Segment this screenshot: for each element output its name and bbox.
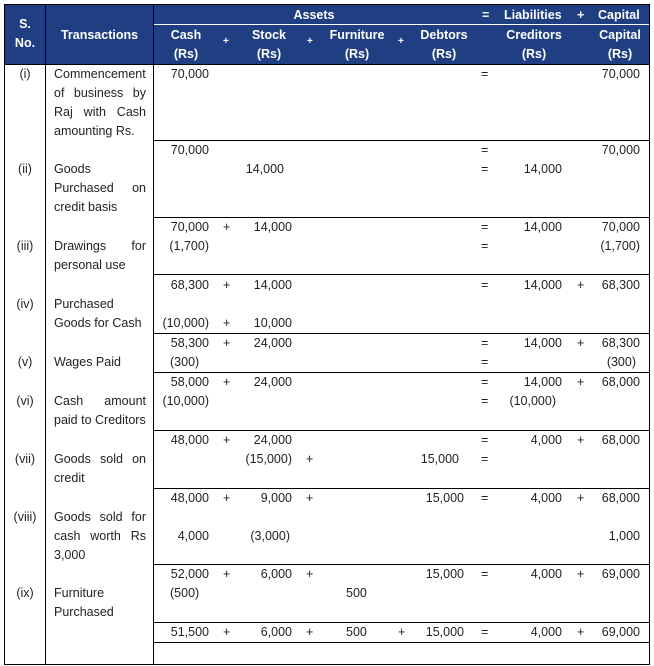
row-sep bbox=[153, 642, 649, 643]
cash-value: 70,000 bbox=[170, 220, 209, 234]
total-furniture: 500 bbox=[346, 625, 367, 639]
equals-sign: = bbox=[481, 567, 489, 581]
header-creditors: Creditors (Rs) bbox=[506, 28, 562, 61]
sno-1: (i) bbox=[19, 67, 31, 81]
stock-value: 14,000 bbox=[245, 162, 284, 176]
plus-sign: + bbox=[577, 375, 585, 389]
capital-value: (300) bbox=[606, 355, 636, 369]
cash-value: 52,000 bbox=[170, 567, 209, 581]
sno-5: (v) bbox=[17, 355, 33, 369]
header-plus: + bbox=[577, 8, 585, 22]
creditors-value: 4,000 bbox=[530, 567, 562, 581]
equals-sign: = bbox=[481, 433, 489, 447]
cash-value: (10,000) bbox=[162, 316, 209, 330]
desc-7: Goods sold on credit bbox=[54, 452, 146, 485]
header-assets: Assets bbox=[293, 8, 335, 22]
creditors-value: 14,000 bbox=[523, 220, 562, 234]
creditors-value: 14,000 bbox=[523, 162, 562, 176]
equals-sign: = bbox=[481, 162, 489, 176]
sno-6: (vi) bbox=[16, 394, 34, 408]
header-stock: Stock (Rs) bbox=[251, 28, 287, 61]
cash-value: (300) bbox=[170, 355, 200, 369]
total-debtors: 15,000 bbox=[425, 625, 464, 639]
capital-value: 68,000 bbox=[601, 491, 640, 505]
capital-value: 68,300 bbox=[601, 336, 640, 350]
capital-value: 70,000 bbox=[601, 67, 640, 81]
capital-value: 70,000 bbox=[601, 143, 640, 157]
cash-value: (1,700) bbox=[169, 239, 209, 253]
header-cash: Cash (Rs) bbox=[170, 28, 202, 61]
debtors-value: 15,000 bbox=[425, 567, 464, 581]
sno-4: (iv) bbox=[16, 297, 34, 311]
sno-2: (ii) bbox=[18, 162, 32, 176]
header-debtors: Debtors (Rs) bbox=[420, 28, 468, 61]
sno-9: (ix) bbox=[16, 586, 34, 600]
desc-6: Cash amount paid to Creditors bbox=[54, 394, 146, 427]
plus-sign: + bbox=[223, 278, 231, 292]
desc-1: Commencement of business by Raj with Cash amounting Rs. bbox=[54, 67, 146, 138]
stock-value: 6,000 bbox=[260, 567, 292, 581]
plus-sign: + bbox=[577, 278, 585, 292]
row-sep bbox=[153, 140, 649, 141]
desc-5: Wages Paid bbox=[54, 355, 121, 369]
header-capital: Capital bbox=[598, 8, 640, 22]
equals-sign: = bbox=[481, 239, 489, 253]
header-liabilities: Liabilities bbox=[504, 8, 562, 22]
plus-sign: + bbox=[223, 491, 231, 505]
cash-value: 4,000 bbox=[177, 529, 209, 543]
capital-value: (1,700) bbox=[600, 239, 640, 253]
plus-sign: + bbox=[306, 567, 314, 581]
header-sno: S. No. bbox=[14, 17, 36, 50]
header-divider bbox=[154, 24, 649, 25]
creditors-value: 14,000 bbox=[523, 375, 562, 389]
plus-sign: + bbox=[223, 220, 231, 234]
equals-sign: = bbox=[481, 625, 489, 639]
plus-sign: + bbox=[223, 316, 231, 330]
equals-sign: = bbox=[481, 143, 489, 157]
border-top bbox=[4, 4, 650, 5]
capital-value: 69,000 bbox=[601, 567, 640, 581]
total-stock: 6,000 bbox=[260, 625, 292, 639]
equals-sign: = bbox=[481, 67, 489, 81]
equals-sign: = bbox=[481, 278, 489, 292]
equals-sign: = bbox=[481, 336, 489, 350]
desc-3: Drawings for personal use bbox=[54, 239, 146, 272]
capital-value: 68,000 bbox=[601, 433, 640, 447]
border-col1 bbox=[45, 4, 46, 665]
creditors-value: 4,000 bbox=[530, 433, 562, 447]
cash-value: (500) bbox=[170, 586, 200, 600]
capital-value: 68,000 bbox=[601, 375, 640, 389]
sno-3: (iii) bbox=[16, 239, 34, 253]
desc-4: Purchased Goods for Cash bbox=[54, 297, 142, 330]
plus-sign: + bbox=[223, 625, 231, 639]
capital-value: 70,000 bbox=[601, 220, 640, 234]
total-cash: 51,500 bbox=[170, 625, 209, 639]
plus-sign: + bbox=[577, 567, 585, 581]
row-sep bbox=[153, 274, 649, 275]
border-left bbox=[4, 4, 5, 665]
stock-value: (15,000) bbox=[245, 452, 292, 466]
header-transactions: Transactions bbox=[60, 28, 139, 42]
equals-sign: = bbox=[481, 394, 489, 408]
cash-value: 58,000 bbox=[170, 375, 209, 389]
stock-value: 9,000 bbox=[260, 491, 292, 505]
plus-sign: + bbox=[577, 433, 585, 447]
stock-value: 24,000 bbox=[253, 375, 292, 389]
header-plus-1: + bbox=[223, 36, 229, 47]
header-furniture: Furniture (Rs) bbox=[329, 28, 385, 61]
plus-sign: + bbox=[306, 452, 314, 466]
stock-value: 24,000 bbox=[253, 433, 292, 447]
cash-value: 70,000 bbox=[170, 143, 209, 157]
equals-sign: = bbox=[481, 375, 489, 389]
equals-sign: = bbox=[481, 220, 489, 234]
plus-sign: + bbox=[398, 625, 406, 639]
desc-2: Goods Purchased on credit basis bbox=[54, 162, 146, 214]
equals-sign: = bbox=[481, 491, 489, 505]
header-eq: = bbox=[482, 8, 490, 22]
desc-9: Furniture Purchased bbox=[54, 586, 114, 619]
stock-value: (3,000) bbox=[250, 529, 290, 543]
border-bottom bbox=[4, 664, 650, 665]
plus-sign: + bbox=[306, 491, 314, 505]
plus-sign: + bbox=[223, 433, 231, 447]
plus-sign: + bbox=[223, 375, 231, 389]
plus-sign: + bbox=[577, 336, 585, 350]
creditors-value: (10,000) bbox=[509, 394, 556, 408]
creditors-value: 14,000 bbox=[523, 336, 562, 350]
border-right bbox=[649, 4, 650, 665]
cash-value: 70,000 bbox=[170, 67, 209, 81]
desc-8: Goods sold for cash worth Rs 3,000 bbox=[54, 510, 146, 562]
plus-sign: + bbox=[577, 625, 585, 639]
cash-value: 68,300 bbox=[170, 278, 209, 292]
total-capital: 69,000 bbox=[601, 625, 640, 639]
plus-sign: + bbox=[223, 336, 231, 350]
stock-value: 10,000 bbox=[253, 316, 292, 330]
header-capital-col: Capital (Rs) bbox=[599, 28, 641, 61]
cash-value: 58,300 bbox=[170, 336, 209, 350]
header-plus-2: + bbox=[307, 36, 313, 47]
equals-sign: = bbox=[481, 452, 489, 466]
creditors-value: 4,000 bbox=[530, 491, 562, 505]
header-plus-3: + bbox=[398, 36, 404, 47]
cash-value: 48,000 bbox=[170, 433, 209, 447]
sno-8: (viii) bbox=[13, 510, 37, 524]
plus-sign: + bbox=[223, 567, 231, 581]
sno-7: (vii) bbox=[14, 452, 36, 466]
equals-sign: = bbox=[481, 355, 489, 369]
capital-value: 1,000 bbox=[608, 529, 640, 543]
stock-value: 14,000 bbox=[253, 220, 292, 234]
cash-value: (10,000) bbox=[162, 394, 209, 408]
stock-value: 24,000 bbox=[253, 336, 292, 350]
plus-sign: + bbox=[577, 491, 585, 505]
stock-value: 14,000 bbox=[253, 278, 292, 292]
debtors-value: 15,000 bbox=[425, 491, 464, 505]
capital-value: 68,300 bbox=[601, 278, 640, 292]
debtors-value: 15,000 bbox=[420, 452, 459, 466]
creditors-value: 14,000 bbox=[523, 278, 562, 292]
plus-sign: + bbox=[306, 625, 314, 639]
total-creditors: 4,000 bbox=[530, 625, 562, 639]
cash-value: 48,000 bbox=[170, 491, 209, 505]
furniture-value: 500 bbox=[346, 586, 367, 600]
